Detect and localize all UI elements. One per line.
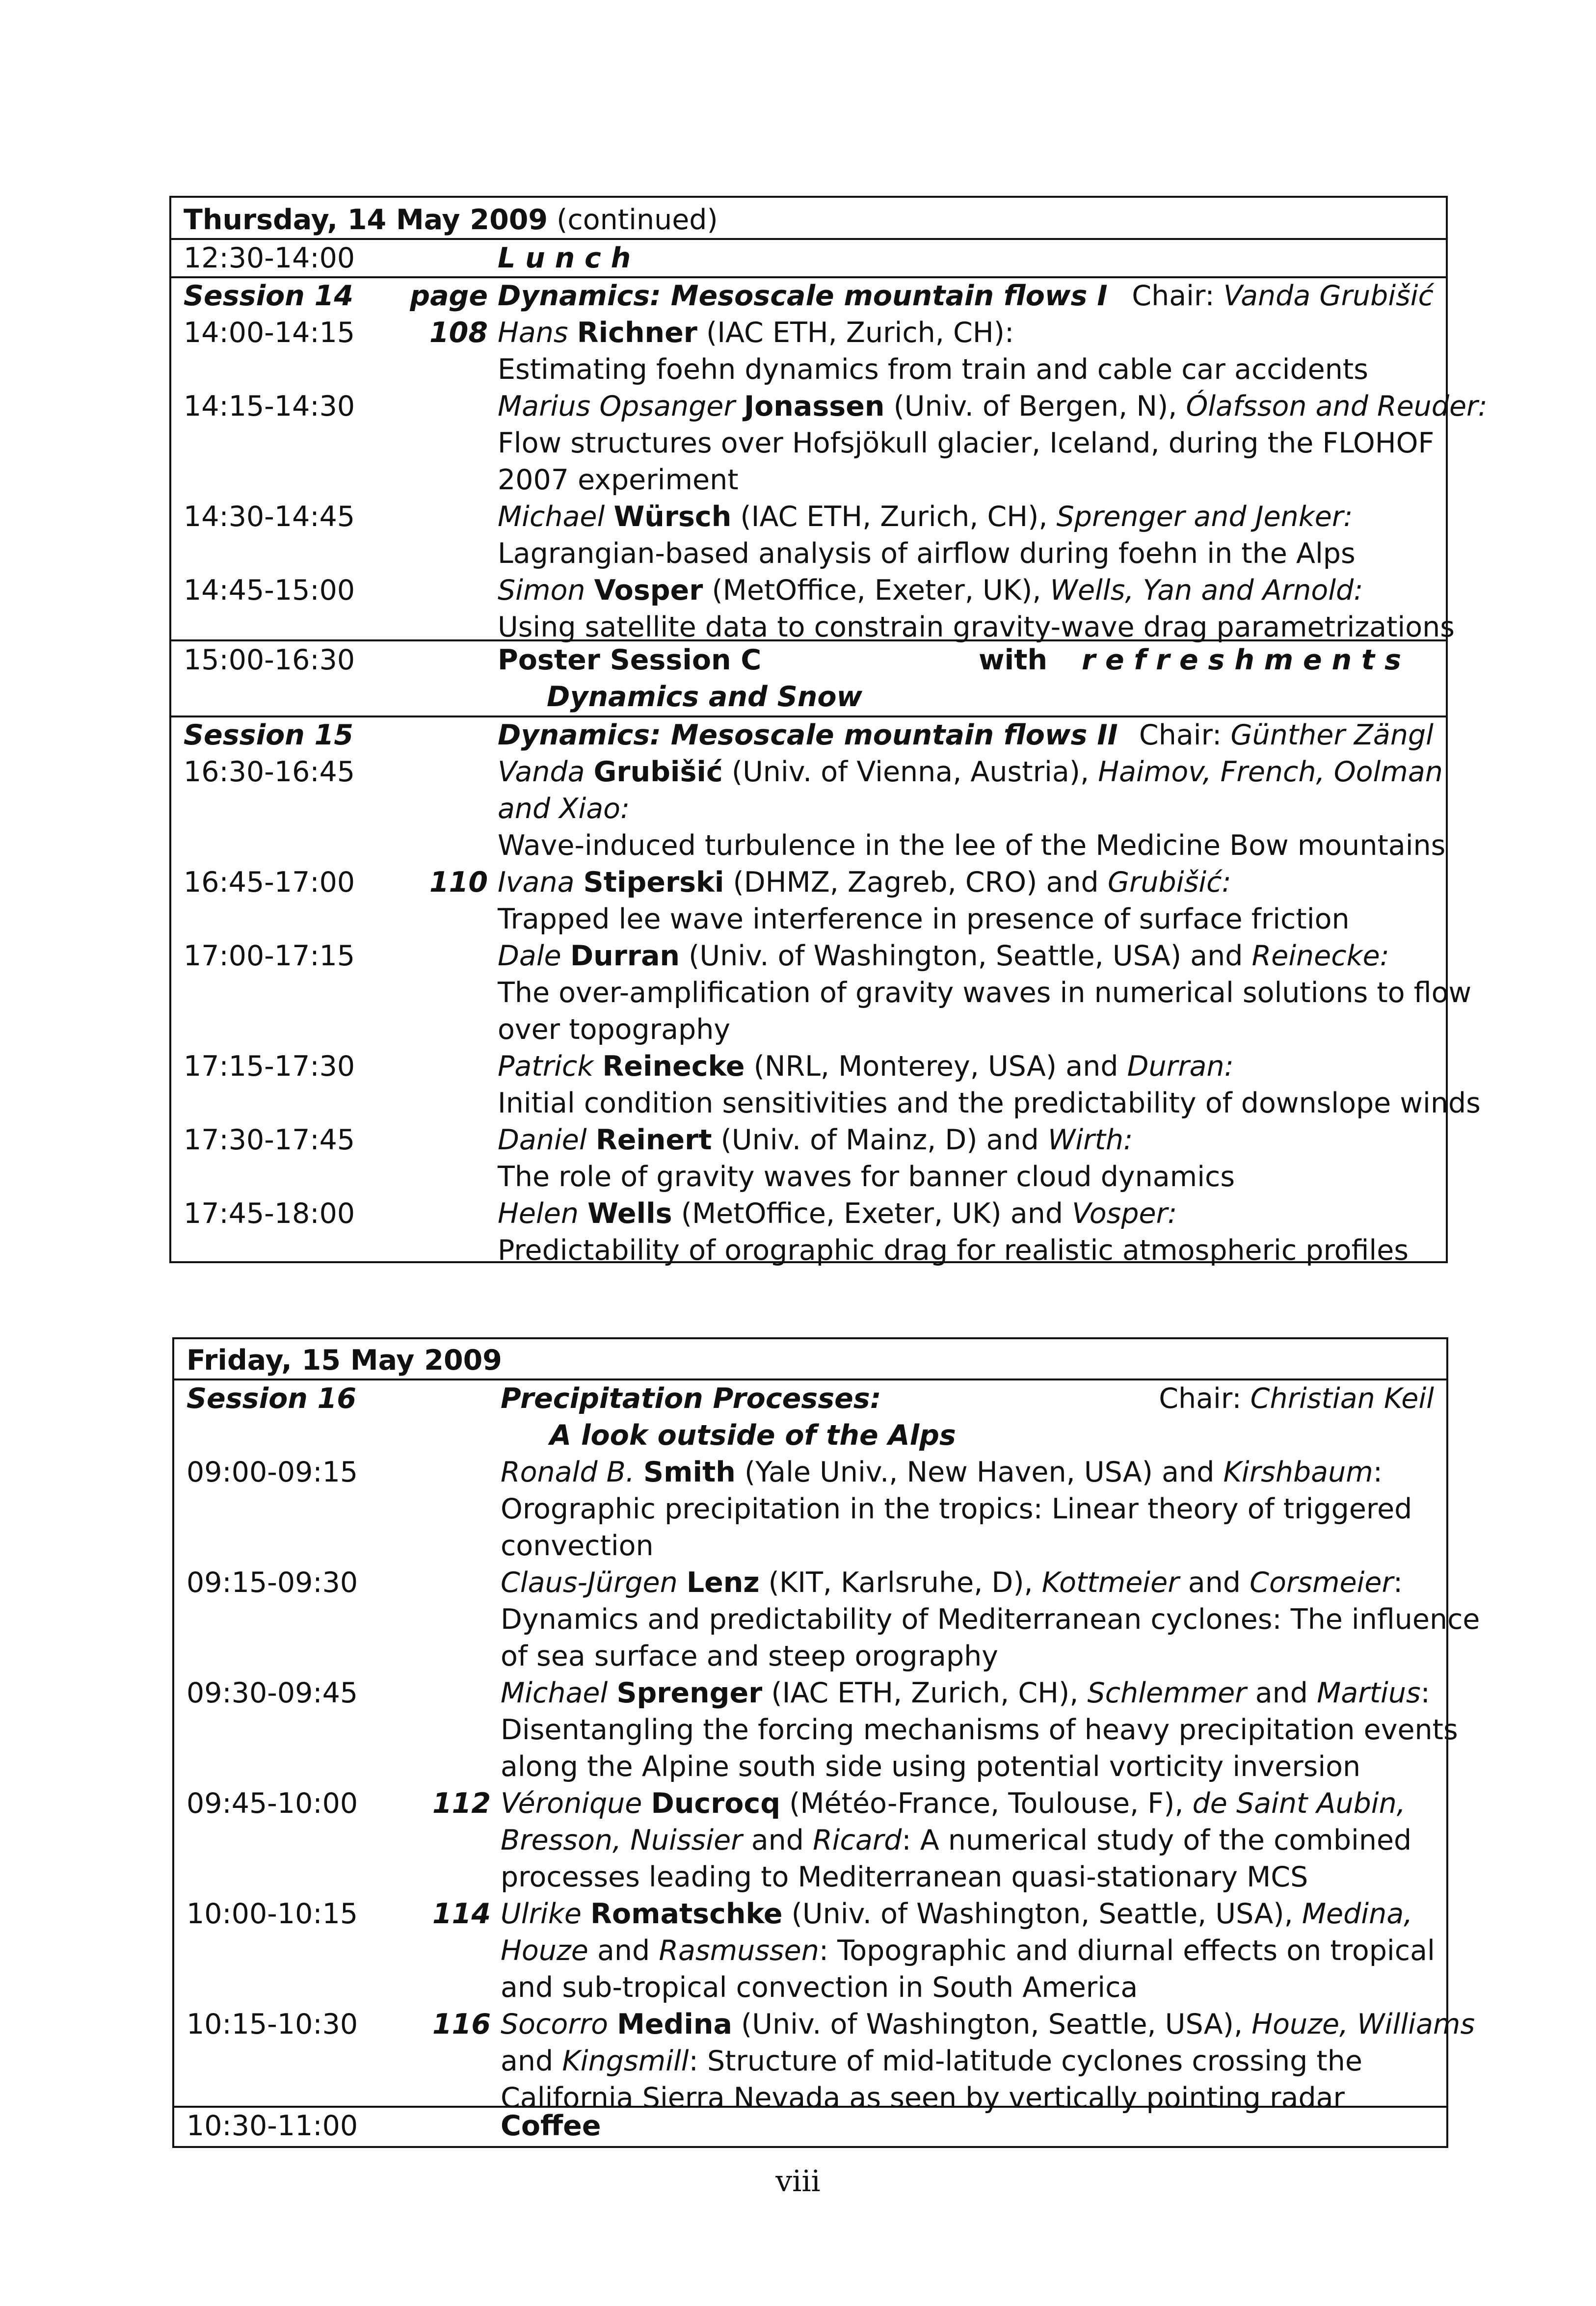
session-label: Session 15 (184, 719, 354, 751)
chair-label: Chair: (1159, 1382, 1250, 1415)
talk-authors (501, 2006, 1475, 2043)
author-names: Martius (1317, 1677, 1421, 1709)
speaker-surname: Richner (577, 317, 697, 349)
talk-title: Flow structures over Hofsjökull glacier, Iceland, during the FLOHOF (498, 427, 1435, 459)
author-names: Ronald B. (501, 1456, 644, 1488)
lunch-row (171, 240, 1446, 277)
talk-line (174, 1969, 1446, 2006)
talk-time: 09:45-10:00 (186, 1787, 358, 1820)
author-names: Claus-Jürgen (501, 1566, 687, 1599)
talk-title-line (171, 827, 1446, 864)
author-names: Véronique (501, 1787, 651, 1820)
author-names: Houze, Williams (1251, 2008, 1475, 2041)
talk-page: 110 (429, 866, 488, 899)
talk-time: 09:30-09:45 (186, 1677, 358, 1709)
talk-text (501, 1859, 1434, 1896)
talk-row (171, 864, 1446, 901)
coauthors: Wells, Yan and Arnold: (1050, 574, 1363, 607)
talk-time: 14:45-15:00 (184, 574, 355, 607)
talk-title-line (171, 425, 1446, 462)
text: : Topographic and diurnal effects on tropical (819, 1935, 1435, 1967)
speaker-first-name: Michael (498, 501, 614, 533)
poster-label: Poster Session C (498, 644, 762, 676)
talk-text (501, 1822, 1434, 1859)
text: processes leading to Mediterranean quasi-stationary MCS (501, 1861, 1308, 1893)
text: : A numerical study of the combined (902, 1824, 1412, 1856)
text: (IAC ETH, Zurich, CH), (762, 1677, 1088, 1709)
speaker-first-name: Vanda (498, 756, 594, 788)
speaker-first-name: Patrick (498, 1050, 603, 1083)
talk-authors (498, 388, 1488, 425)
talk-title: Trapped lee wave interference in presence of surface friction (498, 903, 1350, 935)
chair-label: Chair: (1139, 719, 1231, 751)
talk-authors (501, 1454, 1434, 1491)
author-names: Rasmussen (659, 1935, 819, 1967)
talk-title-line (171, 1159, 1446, 1195)
coauthors: Durran: (1127, 1050, 1234, 1083)
coauthors: Vosper: (1072, 1197, 1177, 1230)
talk-text (501, 1528, 1434, 1564)
talk-text (501, 1749, 1434, 1785)
poster-row (171, 642, 1446, 679)
lunch-label: L u n c h (498, 242, 631, 274)
speaker-first-name: Daniel (498, 1124, 596, 1156)
talk-title: Estimating foehn dynamics from train and cable car accidents (498, 353, 1368, 386)
talk-line (174, 1601, 1480, 1638)
speaker-affiliation: (IAC ETH, Zurich, CH), (731, 501, 1057, 533)
session-chair (1139, 717, 1434, 754)
speaker-surname: Grubišić (593, 756, 723, 788)
talk-line (174, 1712, 1458, 1749)
talk-time: 14:00-14:15 (184, 317, 355, 349)
talk-time: 16:45-17:00 (184, 866, 355, 899)
talk-title: Predictability of orographic drag for realistic atmospheric profiles (498, 1234, 1409, 1267)
thursday-continued: (continued) (548, 204, 718, 236)
text: : (1420, 1677, 1430, 1709)
coffee-time: 10:30-11:00 (186, 2110, 358, 2142)
speaker-affiliation: (IAC ETH, Zurich, CH): (697, 317, 1014, 349)
chair-label: Chair: (1132, 280, 1224, 312)
speaker-surname: Medina (617, 2008, 732, 2041)
text: (Univ. of Washington, Seattle, USA), (782, 1898, 1302, 1930)
talk-row (171, 388, 1488, 425)
speaker-surname: Lenz (686, 1566, 760, 1599)
talk-time: 17:00-17:15 (184, 940, 355, 972)
chair-name: Vanda Grubišić (1223, 280, 1434, 312)
author-names: Ulrike (501, 1898, 591, 1930)
talk-line (174, 1822, 1446, 1859)
speaker-affiliation: (DHMZ, Zagreb, CRO) and (724, 866, 1108, 899)
page-column-label: page (410, 280, 488, 312)
talk-text (501, 1638, 1434, 1675)
coauthors: Sprenger and Jenker: (1056, 501, 1353, 533)
speaker-first-name: Simon (498, 574, 594, 607)
speaker-affiliation: (MetOffice, Exeter, UK) and (672, 1197, 1072, 1230)
page-number: viii (775, 2164, 821, 2199)
speaker-affiliation: (Univ. of Washington, Seattle, USA) and (680, 940, 1252, 972)
talk-authors (498, 1195, 1434, 1232)
speaker-surname: Stiperski (583, 866, 724, 899)
session-16-label: Session 16 (186, 1382, 357, 1415)
author-names: Medina, (1302, 1898, 1413, 1930)
text: and (501, 2045, 562, 2077)
text: (Yale Univ., New Haven, USA) and (735, 1456, 1224, 1488)
talk-page: 116 (432, 2008, 491, 2041)
talk-line (174, 1638, 1446, 1675)
coffee-label: Coffee (501, 2110, 601, 2142)
talk-authors (498, 572, 1434, 609)
text: California Sierra Nevada as seen by vertically pointing radar (501, 2082, 1345, 2114)
session-16-title: Precipitation Processes: (501, 1382, 881, 1415)
talk-title-line (171, 535, 1446, 572)
author-names: Schlemmer (1087, 1677, 1247, 1709)
talk-title-line (171, 1232, 1446, 1269)
talk-time: 17:30-17:45 (184, 1124, 355, 1156)
text: and sub-tropical convection in South America (501, 1971, 1138, 2004)
talk-title: 2007 experiment (498, 464, 739, 496)
poster-with: with (979, 644, 1048, 676)
poster-topics: Dynamics and Snow (547, 681, 863, 713)
session-15-header (171, 717, 1446, 754)
text: : (1373, 1456, 1383, 1488)
talk-title-line (171, 975, 1472, 1011)
coauthors: and Xiao: (498, 793, 630, 825)
talk-authors (498, 315, 1434, 351)
talk-row (171, 938, 1446, 975)
session-16-header (174, 1380, 1446, 1417)
talk-row (171, 315, 1446, 351)
talk-time: 10:00-10:15 (186, 1898, 358, 1930)
speaker-surname: Vosper (594, 574, 703, 607)
speaker-surname: Durran (570, 940, 680, 972)
speaker-surname: Jonassen (744, 390, 885, 423)
talk-title: Using satellite data to constrain gravity-wave drag parametrizations (498, 611, 1455, 643)
session-label: Session 14 (184, 280, 354, 312)
talk-row (174, 2006, 1475, 2043)
talk-title: Initial condition sensitivities and the predictability of downslope winds (498, 1087, 1481, 1119)
speaker-surname: Smith (643, 1456, 736, 1488)
speaker-first-name: Hans (498, 317, 577, 349)
divider (171, 639, 1446, 641)
coffee-row (174, 2108, 1446, 2145)
talk-authors (498, 1122, 1434, 1159)
talk-row (174, 1675, 1446, 1712)
talk-authors (498, 499, 1434, 535)
author-names: Kirshbaum (1223, 1456, 1373, 1488)
talk-row (171, 1048, 1446, 1085)
talk-title-line (171, 1011, 1446, 1048)
coauthors: Reinecke: (1251, 940, 1389, 972)
text: (Univ. of Washington, Seattle, USA), (732, 2008, 1252, 2041)
text: and (742, 1824, 813, 1856)
talk-row (174, 1896, 1446, 1933)
talk-line (174, 1491, 1446, 1528)
speaker-first-name: Marius Opsanger (498, 390, 744, 423)
talk-title-line (171, 901, 1446, 938)
session-16-subtitle-row (174, 1417, 1446, 1454)
session-16-chair (1159, 1380, 1434, 1417)
talk-authors-cont (171, 791, 1446, 827)
talk-line (174, 1859, 1446, 1896)
talk-title-line (171, 1085, 1481, 1122)
author-names: Kottmeier (1041, 1566, 1179, 1599)
talk-row (174, 1785, 1446, 1822)
text: and (1179, 1566, 1250, 1599)
text: : (1393, 1566, 1403, 1599)
session-title: Dynamics: Mesoscale mountain flows II (498, 719, 1118, 751)
talk-title: Lagrangian-based analysis of airflow during foehn in the Alps (498, 537, 1356, 570)
author-names: de Saint Aubin, (1192, 1787, 1406, 1820)
talk-time: 14:30-14:45 (184, 501, 355, 533)
text: and (1246, 1677, 1317, 1709)
talk-title-line (171, 462, 1446, 499)
friday-header (174, 1342, 1446, 1379)
talk-row (171, 1122, 1446, 1159)
talk-line (174, 2043, 1446, 2080)
talk-authors (501, 1785, 1434, 1822)
speaker-affiliation: (Univ. of Mainz, D) and (712, 1124, 1048, 1156)
talk-row (174, 1454, 1446, 1491)
speaker-surname: Ducrocq (651, 1787, 781, 1820)
thursday-day: Thursday, 14 May 2009 (184, 204, 548, 236)
author-names: Houze (501, 1935, 588, 1967)
coauthors: Grubišić: (1107, 866, 1231, 899)
author-names: Bresson, Nuissier (501, 1824, 743, 1856)
talk-authors (498, 754, 1443, 791)
talk-text (501, 1712, 1458, 1749)
chair-name: Günther Zängl (1230, 719, 1434, 751)
chair-name: Christian Keil (1250, 1382, 1434, 1415)
talk-time: 17:15-17:30 (184, 1050, 355, 1083)
talk-time: 10:15-10:30 (186, 2008, 358, 2041)
text: Orographic precipitation in the tropics: Linear theory of triggered (501, 1493, 1412, 1525)
speaker-affiliation: (Univ. of Bergen, N), (884, 390, 1186, 423)
text: of sea surface and steep orography (501, 1640, 999, 1672)
talk-title-line (171, 351, 1446, 388)
talk-row (171, 572, 1446, 609)
session-16-subtitle: A look outside of the Alps (550, 1419, 956, 1452)
author-names: Michael (501, 1677, 617, 1709)
session-chair (1132, 278, 1434, 315)
talk-row (171, 754, 1446, 791)
text: Dynamics and predictability of Mediterranean cyclones: The influence (501, 1603, 1480, 1636)
speaker-first-name: Dale (498, 940, 570, 972)
text: convection (501, 1530, 654, 1562)
talk-page: 114 (432, 1898, 491, 1930)
talk-text (501, 1601, 1480, 1638)
author-names: Socorro (501, 2008, 617, 2041)
coauthors: Wirth: (1047, 1124, 1133, 1156)
author-names: Kingsmill (562, 2045, 689, 2077)
text: (KIT, Karlsruhe, D), (759, 1566, 1042, 1599)
text: and (588, 1935, 659, 1967)
speaker-surname: Reinecke (602, 1050, 745, 1083)
talk-time: 14:15-14:30 (184, 390, 355, 423)
session-title: Dynamics: Mesoscale mountain flows I (498, 280, 1108, 312)
author-names: Corsmeier (1250, 1566, 1393, 1599)
talk-line (174, 1933, 1446, 1969)
speaker-surname: Romatschke (590, 1898, 783, 1930)
talk-authors (501, 1564, 1434, 1601)
lunch-time: 12:30-14:00 (184, 242, 355, 274)
talk-text (501, 1933, 1434, 1969)
talk-title: over topography (498, 1013, 731, 1046)
session-14-header (171, 278, 1446, 315)
talk-row (174, 1564, 1446, 1601)
thursday-schedule-table (169, 196, 1488, 1267)
talk-text (501, 2043, 1434, 2080)
talk-row (171, 1195, 1446, 1232)
talk-title: Wave-induced turbulence in the lee of the Medicine Bow mountains (498, 829, 1446, 862)
poster-refreshments: r e f r e s h m e n t s (1082, 644, 1401, 676)
talk-title: The role of gravity waves for banner cloud dynamics (498, 1161, 1235, 1193)
coauthors: Haimov, French, Oolman (1098, 756, 1443, 788)
talk-time: 16:30-16:45 (184, 756, 355, 788)
talk-text (501, 1491, 1434, 1528)
speaker-first-name: Ivana (498, 866, 584, 899)
talk-authors (498, 1048, 1434, 1085)
speaker-surname: Würsch (613, 501, 732, 533)
talk-authors (498, 938, 1434, 975)
talk-title: The over-amplification of gravity waves in numerical solutions to flow (498, 977, 1472, 1009)
thursday-header (171, 202, 1446, 239)
talk-authors (501, 1896, 1434, 1933)
talk-time: 17:45-18:00 (184, 1197, 355, 1230)
talk-text (501, 1969, 1434, 2006)
speaker-surname: Wells (587, 1197, 672, 1230)
talk-time: 09:00-09:15 (186, 1456, 358, 1488)
talk-authors (501, 1675, 1434, 1712)
speaker-affiliation: (NRL, Monterey, USA) and (745, 1050, 1127, 1083)
text: Disentangling the forcing mechanisms of heavy precipitation events (501, 1714, 1458, 1746)
poster-topics-row (171, 679, 1446, 716)
talk-page: 112 (432, 1787, 491, 1820)
poster-time: 15:00-16:30 (184, 644, 355, 676)
speaker-surname: Reinert (595, 1124, 712, 1156)
text: : Structure of mid-latitude cyclones crossing the (689, 2045, 1362, 2077)
talk-page: 108 (429, 317, 488, 349)
friday-schedule-table (172, 1337, 1480, 2148)
speaker-affiliation: (Univ. of Vienna, Austria), (722, 756, 1098, 788)
friday-day: Friday, 15 May 2009 (186, 1344, 502, 1377)
speaker-surname: Sprenger (616, 1677, 763, 1709)
talk-line (174, 1749, 1446, 1785)
talk-authors (498, 864, 1434, 901)
author-names: Ricard (813, 1824, 902, 1856)
talk-time: 09:15-09:30 (186, 1566, 358, 1599)
talk-line (174, 1528, 1446, 1564)
speaker-first-name: Helen (498, 1197, 588, 1230)
text: along the Alpine south side using potential vorticity inversion (501, 1750, 1361, 1783)
talk-row (171, 499, 1446, 535)
speaker-affiliation: (MetOffice, Exeter, UK), (703, 574, 1050, 607)
coauthors: Ólafsson and Reuder: (1186, 390, 1488, 423)
text: (Météo-France, Toulouse, F), (780, 1787, 1193, 1820)
